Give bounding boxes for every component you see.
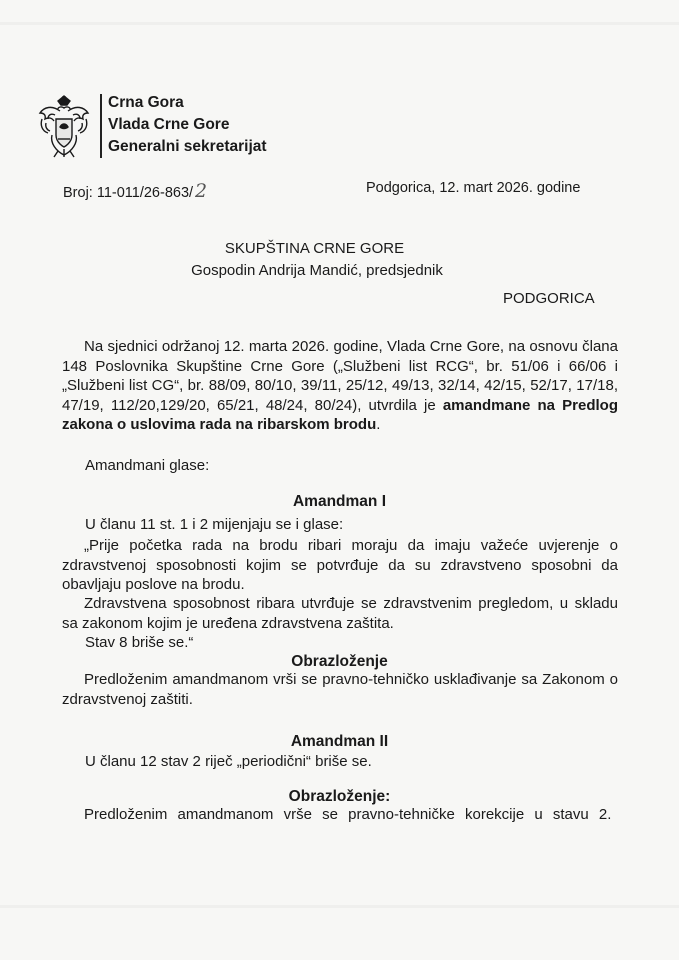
amendment-2-title: Amandman II	[290, 733, 389, 750]
reference-number	[63, 180, 207, 202]
recipient-person: Gospodin Andrija Mandić, predsjednik	[191, 262, 443, 279]
recipient-city: PODGORICA	[503, 290, 595, 307]
amendment-2-lead: U članu 12 stav 2 riječ „periodični“ briše se.	[85, 753, 372, 770]
header-secretariat: Generalni sekretarijat	[108, 138, 267, 155]
intro-text: Na sjednici održanoj 12. marta 2026. godine, Vlada Crne Gore, na osnovu člana 148 Poslovnika Skupštine Crne Gore („Službeni list RCG“, br. 51/06 i 66/06 i „Službeni list CG“, br. 88/09, 80/10, 39/11, 25/12, 49/13, 32/14, 42/15, 52/17, 17/18, 47/19, 112/20,129/20, 65/21, 48/24, 80/24), utvrdila je	[62, 338, 618, 414]
intro-bold-subject: amandmane na Predlog zakona o uslovima rada na ribarskom brodu	[62, 396, 618, 433]
handwritten-suffix: 2	[195, 180, 208, 202]
header-government: Vlada Crne Gore	[108, 116, 230, 133]
header-country: Crna Gora	[108, 94, 184, 111]
intro-end: .	[376, 416, 381, 433]
scan-artifact	[0, 22, 679, 25]
header-divider	[100, 94, 102, 158]
amendment-1-explanation: Predloženim amandmanom vrši se pravno-tehničko usklađivanje sa Zakonom o zdravstvenoj zaštiti.	[62, 671, 618, 708]
amendments-intro: Amandmani glase:	[85, 457, 210, 474]
amendment-2-explanation-title: Obrazloženje:	[288, 788, 391, 805]
amendment-2-explanation: Predloženim amandmanom vrše se pravno-tehničke korekcije u stavu 2.	[84, 806, 612, 823]
amendment-1-lead: U članu 11 st. 1 i 2 mijenjaju se i glase:	[85, 516, 344, 533]
recipient-block	[0, 238, 679, 282]
recipient-institution: SKUPŠTINA CRNE GORE	[224, 240, 405, 257]
amendment-1-title: Amandman I	[292, 493, 386, 510]
reference-number-text: Broj: 11-011/26-863/	[63, 185, 194, 201]
intro-paragraph	[62, 337, 618, 435]
header-block	[108, 92, 267, 158]
amendment-1-explanation-title: Obrazloženje	[291, 653, 388, 670]
coat-of-arms-icon	[36, 95, 92, 159]
amendment-1-health: Zdravstvena sposobnost ribara utvrđuje se zdravstvenim pregledom, u skladu sa zakonom kojim je uređena zdravstvena zaštita.	[62, 595, 618, 632]
place-date: Podgorica, 12. mart 2026. godine	[366, 180, 581, 196]
amendment-1-quote: „Prije početka rada na brodu ribari moraju da imaju važeće uvjerenje o zdravstvenoj sposobnosti kojim se potvrđuje da su zdravstveno sposobni da obavljaju poslove na brodu.	[62, 537, 618, 593]
amendment-1-delete: Stav 8 briše se.“	[85, 634, 194, 651]
scan-artifact	[0, 905, 679, 908]
